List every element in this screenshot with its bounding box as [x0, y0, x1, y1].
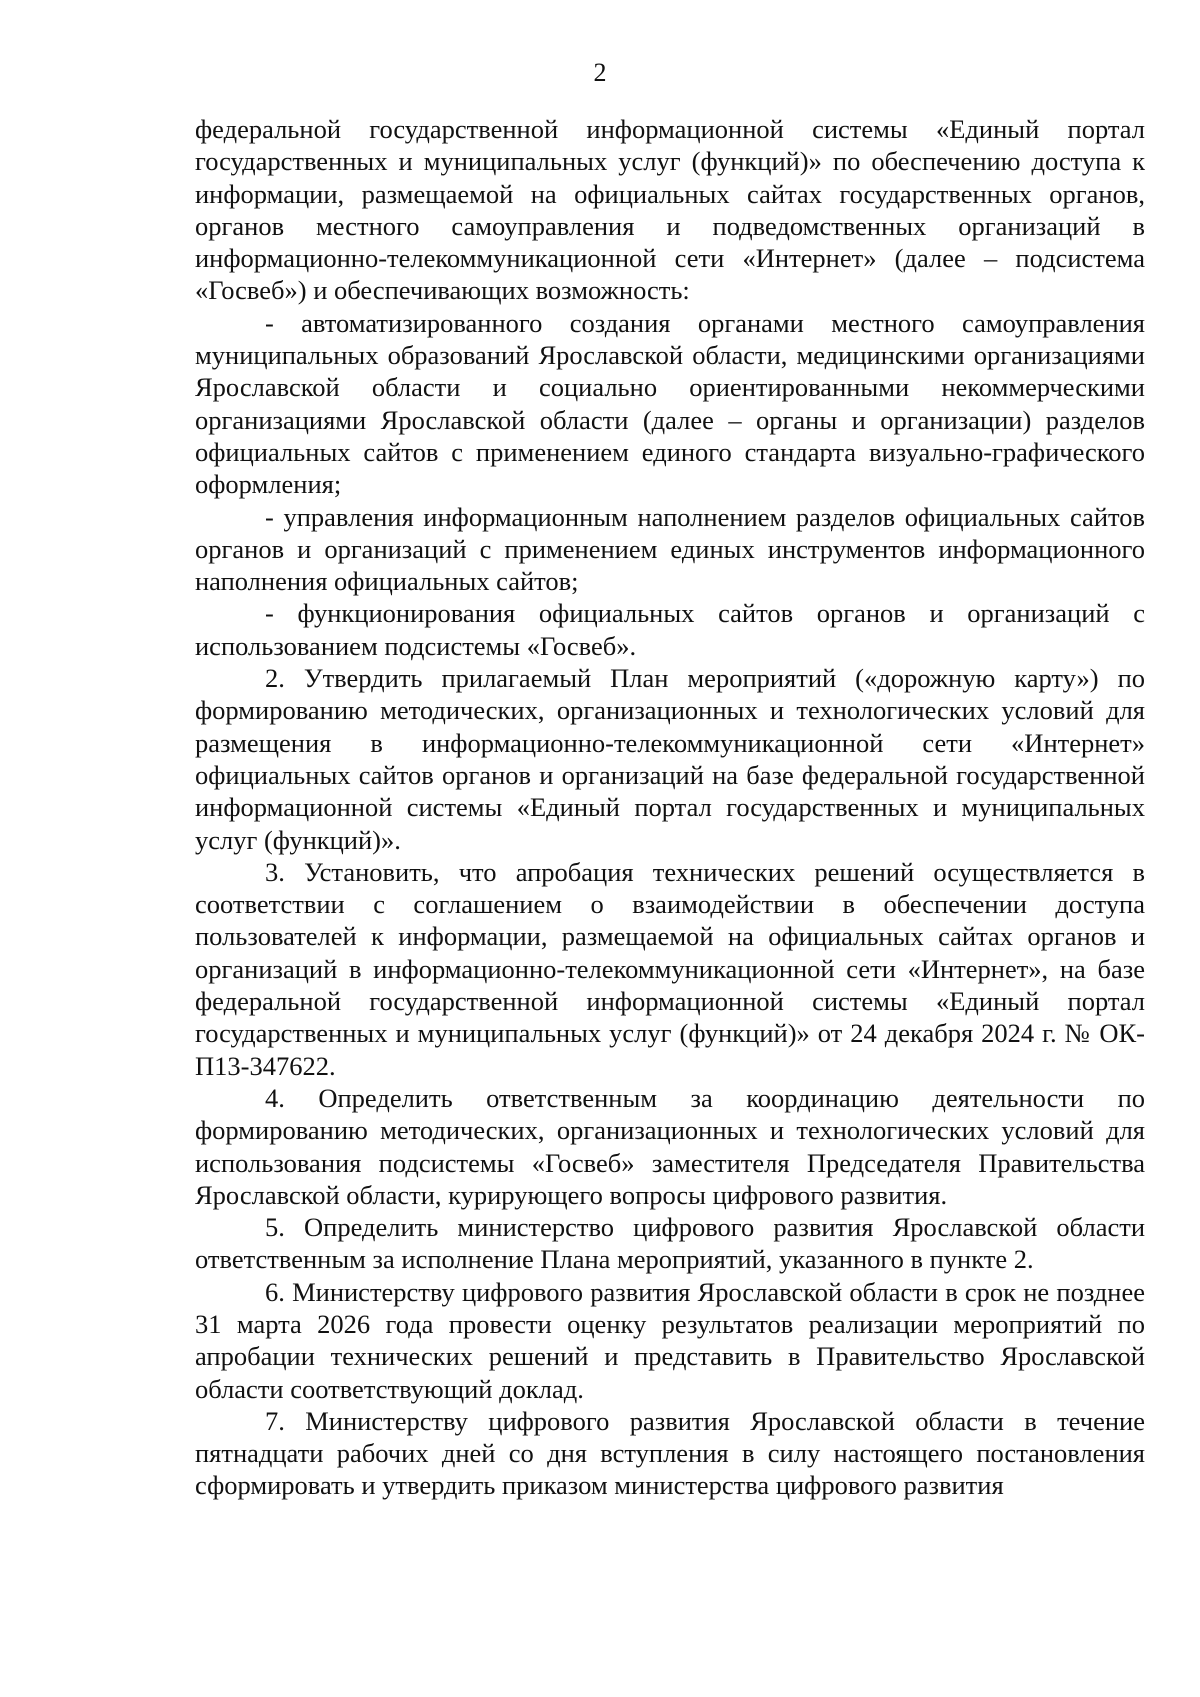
page-number: 2: [593, 58, 607, 87]
list-item-content-management: - управления информационным наполнением разделов официальных сайтов органов и организаций с применением единых инструментов информационного наполнения официальных сайтов;: [195, 501, 1145, 597]
document-body: [195, 113, 1145, 1502]
clause-3: 3. Установить, что апробация технических решений осуществляется в соответствии с соглашением о взаимодействии в обеспечении доступа пользователей к информации, размещаемой на официальных сайтах органов и организаций в информационно-телекоммуникационной сети «Интернет», на базе федеральной государственной информационной системы «Единый портал государственных и муниципальных услуг (функций)» от 24 декабря 2024 г. № ОК-П13-347622.: [195, 856, 1145, 1081]
clause-7: 7. Министерству цифрового развития Ярославской области в течение пятнадцати рабочих дней со дня вступления в силу настоящего постановления сформировать и утвердить приказом министерства цифрового развития: [195, 1405, 1145, 1501]
clause-5: 5. Определить министерство цифрового развития Ярославской области ответственным за исполнение Плана мероприятий, указанного в пункте 2.: [195, 1212, 1145, 1275]
clause-6: 6. Министерству цифрового развития Ярославской области в срок не позднее 31 марта 2026 года провести оценку результатов реализации мероприятий по апробации технических решений и представить в Правительство Ярославской области соответствующий доклад.: [195, 1276, 1145, 1404]
list-item-site-operation: - функционирования официальных сайтов органов и организаций с использованием подсистемы «Госвеб».: [195, 598, 1145, 661]
paragraph-continuation: федеральной государственной информационной системы «Единый портал государственных и муниципальных услуг (функций)» по обеспечению доступа к информации, размещаемой на официальных сайтах государственных органов, органов местного самоуправления и подведомственных организаций в информационно-телекоммуникационной сети «Интернет» (далее – подсистема «Госвеб») и обеспечивающих возможность:: [195, 114, 1145, 306]
list-item-automated-creation: - автоматизированного создания органами местного самоуправления муниципальных образований Ярославской области, медицинскими организациями Ярославской области и социально ориентированными некоммерческими организациями Ярославской области (далее – органы и организации) разделов официальных сайтов с применением единого стандарта визуально-графического оформления;: [195, 307, 1145, 500]
clause-4: 4. Определить ответственным за координацию деятельности по формированию методических, организационных и технологических условий для использования подсистемы «Госвеб» заместителя Председателя Правительства Ярославской области, курирующего вопросы цифрового развития.: [195, 1082, 1145, 1210]
clause-2: 2. Утвердить прилагаемый План мероприятий («дорожную карту») по формированию методических, организационных и технологических условий для размещения в информационно-телекоммуникационной сети «Интернет» официальных сайтов органов и организаций на базе федеральной государственной информационной системы «Единый портал государственных и муниципальных услуг (функций)».: [195, 663, 1145, 855]
